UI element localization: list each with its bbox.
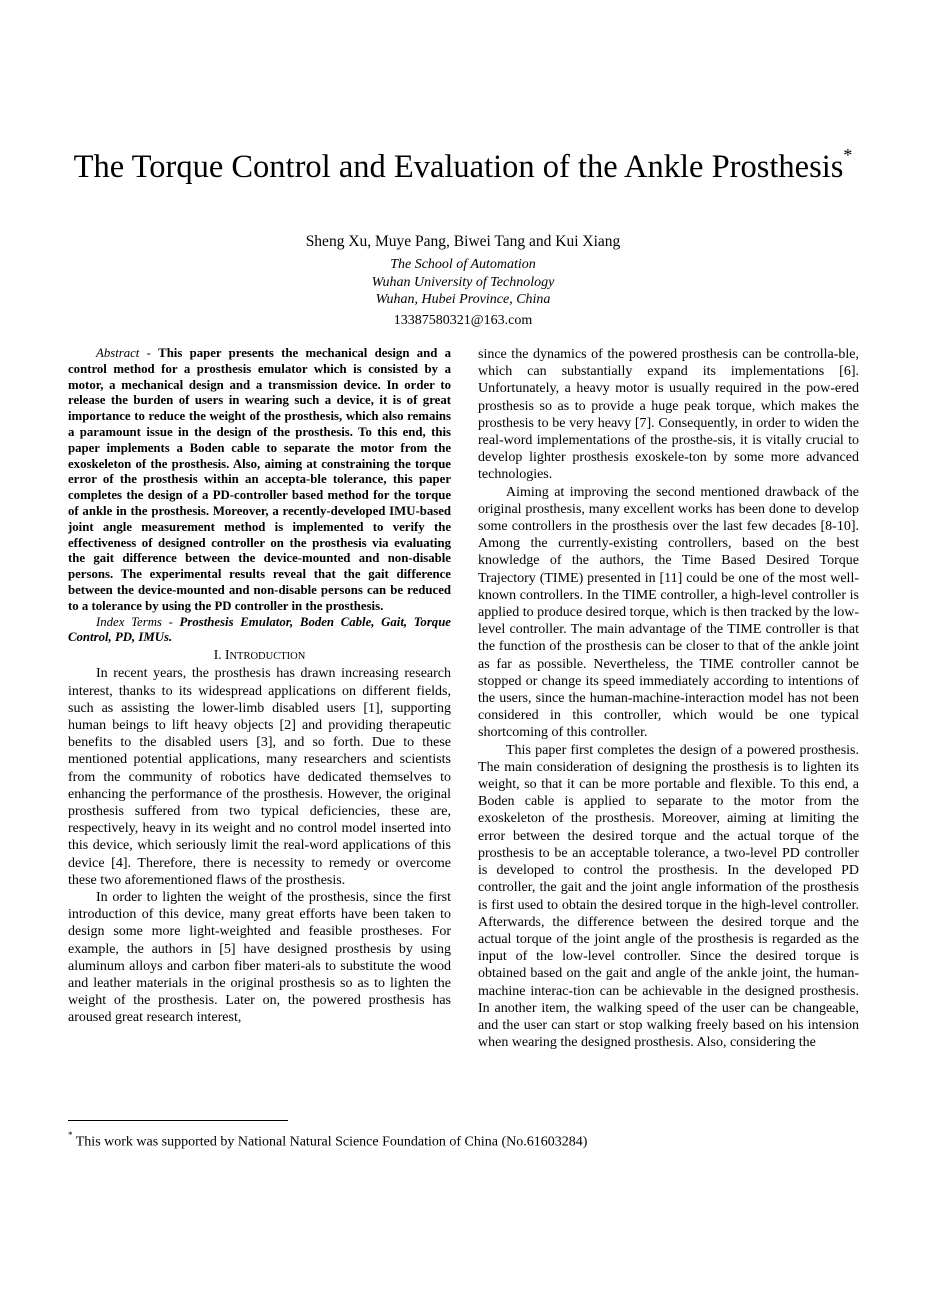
body-paragraph: Aiming at improving the second mentioned drawback of the original prosthesis, many excellent works has been done to develop some controllers in the prosthesis over the last few decades [8-10]. Among the currently-existing controllers, based on the best knowledge of the authors, the Time Based Desired Torque Trajectory (TIME) presented in [11] could be one of the most well-known controllers. In the TIME controller, a high-level controller is applied to produce desired torque, which is then tracked by the low-level controller. The main advantage of the TIME controller is that the function of the prosthesis can be closer to that of the ankle joint as far as possible. Nevertheless, the TIME controller cannot be stopped or change its speed immediately according to intentions of the users, since the human-machine-interaction model has not been considered in this controller, which would be one typical shortcoming of this controller. bbox=[478, 484, 859, 741]
body-paragraph: In recent years, the prosthesis has drawn increasing research interest, thanks to its widespread applications on different fields, such as assisting the lower-limb disabled users [1], supporting human beings to lift heavy objects [2] and providing therapeutic benefits to the disabled users [3], and so forth. Due to these mentioned potential applications, many researchers and scientists from the community of robotics have dedicated themselves to enhancing the performance of the prosthesis. However, the original prosthesis suffered from two typical deficiencies, these are, respectively, heavy in its weight and no control model inserted into this device, which seriously limit the real-word applications of this device [4]. Therefore, there is necessity to remedy or overcome these two aforementioned flaws of the prosthesis. bbox=[68, 666, 451, 888]
title-footnote-mark: * bbox=[843, 145, 853, 165]
paper-title bbox=[60, 140, 866, 186]
affiliation-line: Wuhan University of Technology bbox=[371, 274, 555, 290]
section-heading-introduction bbox=[68, 646, 451, 665]
index-terms-label: Index Terms - bbox=[96, 614, 180, 629]
section-number: I. bbox=[213, 647, 225, 663]
section-title-rest: NTRODUCTION bbox=[229, 651, 306, 663]
abstract-label: Abstract - bbox=[96, 346, 159, 360]
author-email: 13387580321@163.com bbox=[393, 313, 533, 328]
author-list: Sheng Xu, Muye Pang, Biwei Tang and Kui Xiang bbox=[305, 233, 621, 250]
section-title-initial: I bbox=[224, 647, 230, 663]
footnote-text: This work was supported by National Natural Science Foundation of China (No.61603284) bbox=[72, 1134, 588, 1150]
index-terms bbox=[68, 615, 451, 647]
footnote-divider bbox=[68, 1120, 288, 1121]
affiliation-line: Wuhan, Hubei Province, China bbox=[375, 292, 551, 307]
right-column bbox=[478, 346, 859, 1051]
body-paragraph: This paper first completes the design of a powered prosthesis. The main consideration of designing the prosthesis is to lighten its weight, so that it can be more portable and flexible. To this end, a Boden cable is applied to separate to the motor from the exoskeleton of the prosthesis. Moreover, aiming at limiting the error between the desired torque and the actual torque of the prosthesis to be an acceptable tolerance, a two-level PD controller is developed to control the prosthesis. In the developed PD controller, the gait and the joint angle information of the prosthesis is first used to obtain the desired torque in the high-level controller. Afterwards, the difference between the desired torque and the actual torque of the joint angle of the prosthesis is regarded as the input of the low-level controller. Since the desired torque is obtained based on the gait and angle of the ankle joint, the human-machine interac-tion can be achievable in the designed prosthesis. In another item, the walking speed of the user can be changeable, and the user can start or stop walking freely based on his intension when wearing the designed prosthesis. Also, considering the bbox=[478, 742, 859, 1051]
funding-footnote bbox=[68, 1128, 858, 1152]
body-paragraph: In order to lighten the weight of the prosthesis, since the first introduction of this device, many great efforts have been taken to design some more light-weighted and feasible prostheses. For example, the authors in [5] have designed prosthesis by using aluminum alloys and carbon fiber materi-als to substitute the wood and leather materials in the original prosthesis so as to lighten the weight of the prosthesis. Later on, the powered prosthesis has aroused great research interest, bbox=[68, 889, 451, 1026]
abstract-text: This paper presents the mechanical design and a control method for a prosthesis emulator which is consisted by a motor, a mechanical design and a transmission device. In order to release the burden of users in wearing such a device, it is of great importance to reduce the weight of the prosthesis, which also remains a paramount issue in the design of the prosthesis. To this end, this paper implements a Boden cable to separate the motor from the exoskeleton of the prosthesis. Also, aiming at constraining the torque error of the prosthesis within an accepta-ble tolerance, this paper completes the design of a PD-controller based method for the torque of ankle in the prosthesis. Moreover, a recently-developed IMU-based joint angle measurement method is implemented to verify the effectiveness of designed controller on the prosthesis via evaluating the gait difference between the device-mounted and non-disable persons. The experimental results reveal that the gait difference between the device-mounted and non-disable persons can be reduced to a tolerance by using the PD controller in the prosthesis. bbox=[68, 346, 451, 613]
paper-title-text: The Torque Control and Evaluation of the Ankle Prosthesis bbox=[73, 148, 844, 185]
affiliation-line: The School of Automation bbox=[390, 257, 536, 272]
affiliation-block bbox=[60, 256, 866, 309]
left-column bbox=[68, 346, 451, 1027]
footnote-mark: * bbox=[68, 1130, 73, 1140]
index-terms-text: Prosthesis Emulator, Boden Cable, Gait, Torque Control, PD, IMUs. bbox=[68, 614, 451, 645]
abstract bbox=[68, 346, 451, 615]
body-paragraph-continued: since the dynamics of the powered prosthesis can be controlla-ble, which can substantially expand its implementations [6]. Unfortunately, a heavy motor is usually required in the pow-ered prosthesis so as to provide a huge peak torque, which makes the prosthesis to be very heavy [7]. Consequently, in order to widen the real-word implementations of the prosthe-sis, it is vitally crucial to develop lighter prosthesis exoskele-ton by some more advanced technologies. bbox=[478, 347, 859, 483]
